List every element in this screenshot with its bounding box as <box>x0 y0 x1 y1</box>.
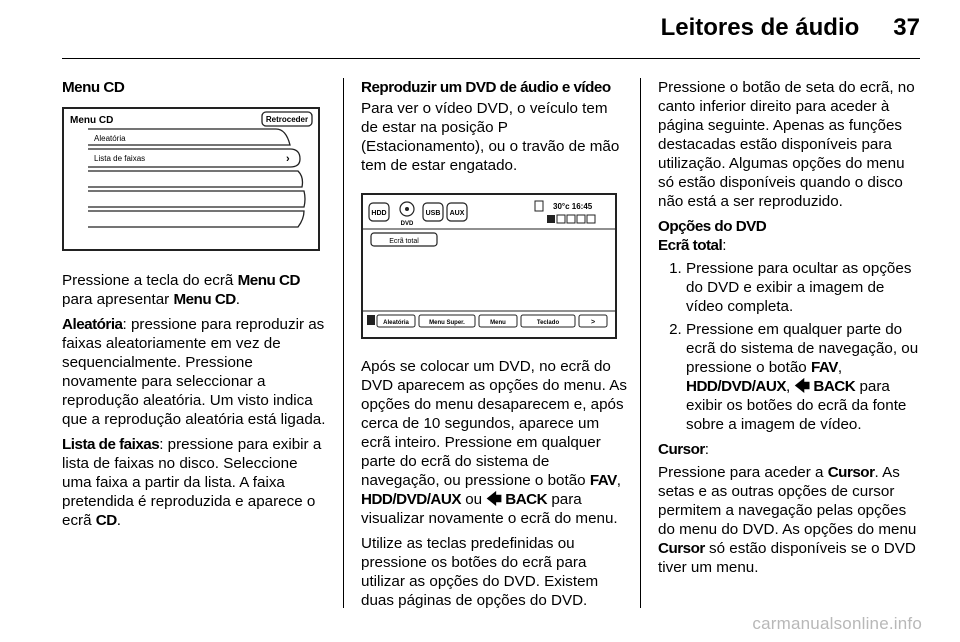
section-heading-dvd: Reproduzir um DVD de áudio e vídeo <box>361 79 611 96</box>
column-3 <box>658 78 924 583</box>
page-header <box>661 14 920 42</box>
page-number: 37 <box>893 14 920 41</box>
figure-dvd-screen <box>361 193 617 339</box>
dvd-button-label: DVD <box>400 221 414 227</box>
svg-text:AUX: AUX <box>449 210 465 217</box>
svg-text:Ecrã total: Ecrã total <box>389 238 419 245</box>
column-divider-2 <box>640 78 641 608</box>
column-1 <box>62 78 328 536</box>
svg-text:Teclado: Teclado <box>536 320 560 326</box>
fig1-title: Menu CD <box>70 115 114 126</box>
svg-text:USB: USB <box>425 210 441 217</box>
paragraph-cursor: Pressione para aceder a Cursor. As setas e as outras opções de cursor permitem a navegação pelas opções do menu do DVD. As opções do menu Cursor só estão disponíveis se o DVD tiver um menu. <box>658 464 917 576</box>
fig1-item-1: Aleatória <box>94 134 126 143</box>
svg-text:Aleatória: Aleatória <box>383 320 409 326</box>
list-item: 2. Pressione em qualquer parte do ecrã do sistema de navegação, ou pressione o botão FAV, HDD/DVD/AUX, 🡄 BACK para exibir os botões do ecrã da fonte sobre a imagem de vídeo. <box>686 320 924 434</box>
section-heading-menu-cd: Menu CD <box>62 79 125 96</box>
svg-text:>: > <box>590 319 596 326</box>
paragraph-menu-cd: Pressione a tecla do ecrã Menu CD para apresentar Menu CD. <box>62 272 300 308</box>
chevron-right-icon: › <box>286 153 290 165</box>
fig1-item-2: Lista de faixas <box>94 154 146 163</box>
info-icon <box>535 201 543 211</box>
dvd-screen <box>363 195 615 337</box>
cursor-square-icon <box>367 315 375 325</box>
column-divider-1 <box>343 78 344 608</box>
paragraph-dvd-intro: Para ver o vídeo DVD, o veículo tem de estar na posição P (Estacionamento), ou o travão de mão tem de estar engatado. <box>361 100 620 174</box>
header-title: Leitores de áudio <box>660 14 860 41</box>
heading-full-screen: Ecrã total: <box>658 237 727 254</box>
fig1-row-3 <box>88 171 303 187</box>
figure-menu-cd <box>62 107 320 251</box>
paragraph-dvd-options: Utilize as teclas predefinidas ou pressione os botões do ecrã para utilizar as opções do DVD. Existem duas páginas de opções do DVD. <box>361 535 599 609</box>
paragraph-dvd-menu: Após se colocar um DVD, no ecrã do DVD aparecem as opções do menu. As opções do menu desaparecem e, após cerca de 10 segundos, aparece um ecrã inteiro. Pressione em qualquer parte do ecrã do sistema de navegação, ou pressione o botão FAV, HDD/DVD/AUX ou 🡄 BACK para visualizar novamente o ecrã do menu. <box>361 358 627 527</box>
column-2 <box>361 78 627 616</box>
heading-cursor: Cursor: <box>658 441 710 458</box>
svg-text:Menu: Menu <box>490 320 506 326</box>
svg-text:HDD: HDD <box>371 210 387 217</box>
status-readout: 30°c 16:45 <box>553 202 593 211</box>
watermark: carmanualsonline.info <box>752 614 922 633</box>
menu-cd-screen <box>64 109 318 249</box>
status-icons <box>547 215 595 223</box>
paragraph-lista-faixas: Lista de faixas: pressione para exibir a lista de faixas no disco. Seleccione uma faixa a partir da lista. A faixa pretendida é reproduzida e aparece o ecrã CD. <box>62 436 322 529</box>
header-rule <box>62 58 920 59</box>
list-item: 1. Pressione para ocultar as opções do DVD e exibir a imagem de vídeo completa. <box>686 259 924 316</box>
svg-text:Menu Super.: Menu Super. <box>429 320 465 326</box>
fig1-back-label: Retroceder <box>265 115 309 124</box>
fig1-row-5 <box>88 211 304 227</box>
heading-dvd-options: Opções do DVD <box>658 218 767 235</box>
paragraph-next-page: Pressione o botão de seta do ecrã, no canto inferior direito para aceder à página seguinte. Apenas as funções destacadas estão disponíveis para utilização. Algumas opções do menu só estão disponíveis quando o disco não está a ser reproduzido. <box>658 79 915 210</box>
full-screen-steps <box>658 259 924 434</box>
fig1-row-4 <box>88 191 305 207</box>
paragraph-aleatoria: Aleatória: pressione para reproduzir as faixas aleatoriamente em vez de sequencialmente. Pressione novamente para seleccionar a reprodução aleatória. Um visto indica que a reprodução aleatória está ligada. <box>62 316 326 428</box>
